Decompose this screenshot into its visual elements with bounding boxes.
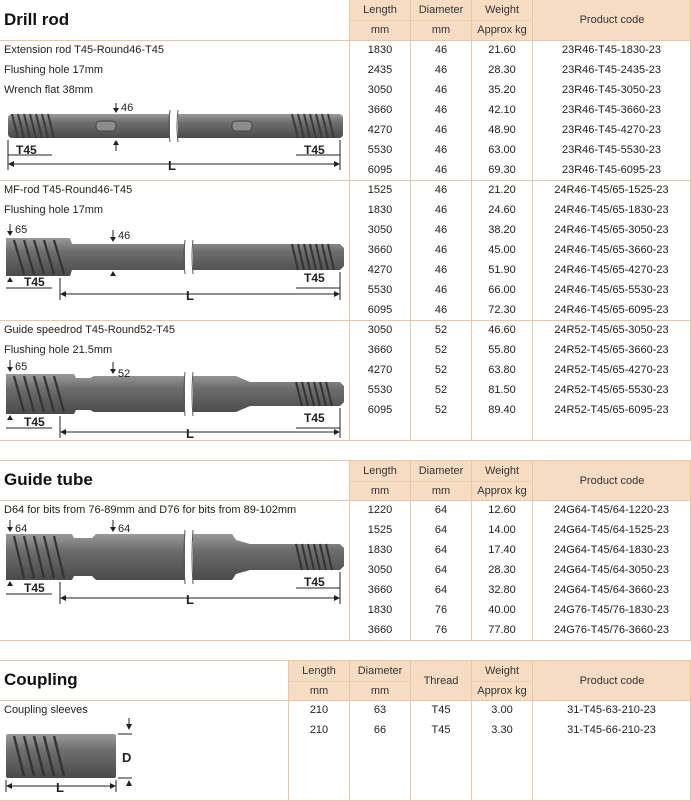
table-cell-diameter: 46 — [434, 104, 448, 116]
table-cell-diameter: 52 — [434, 344, 448, 356]
table-cell-diameter: 76 — [434, 604, 448, 616]
dim-head: 64 — [15, 523, 28, 535]
table-cell-weight: 89.40 — [488, 404, 516, 416]
table-cell-diameter: 46 — [434, 124, 448, 136]
table-cell-length: 3050 — [367, 324, 393, 336]
table-cell-diameter: 46 — [434, 264, 448, 276]
table-cell-code: 23R46-T45-1830-23 — [561, 44, 662, 56]
dim-head: 65 — [15, 224, 28, 236]
table-cell-weight: 55.80 — [488, 344, 516, 356]
table-cell-weight: 48.90 — [488, 124, 516, 136]
table-cell-length: 3050 — [367, 84, 393, 96]
table-cell-weight: 3.30 — [491, 724, 513, 736]
table-cell-code: 24G64-T45/64-1220-23 — [554, 504, 669, 516]
table-cell-length: 2435 — [367, 64, 393, 76]
table-cell-length: 3660 — [367, 624, 393, 636]
col-length: Length — [363, 465, 397, 477]
table-cell-code: 24R46-T45/65-1830-23 — [554, 204, 669, 216]
table-cell-diameter: 46 — [434, 304, 448, 316]
table-cell-code: 24R52-T45/65-5530-23 — [554, 384, 669, 396]
table-cell-code: 23R46-T45-4270-23 — [561, 124, 662, 136]
table-cell-length: 1525 — [367, 524, 393, 536]
rod-body — [6, 374, 344, 414]
table-cell-code: 24G76-T45/76-1830-23 — [554, 604, 669, 616]
section-title: Coupling — [4, 670, 78, 689]
dim-thread-left: T45 — [24, 415, 45, 429]
table-cell-length: 4270 — [367, 364, 393, 376]
table-cell-code: 23R46-T45-3050-23 — [561, 84, 662, 96]
table-cell-length: 1525 — [367, 184, 393, 196]
table-cell-code: 24R46-T45/65-1525-23 — [554, 184, 669, 196]
table-cell-diameter: 46 — [434, 224, 448, 236]
group-title: Extension rod T45-Round46-T45 — [4, 44, 165, 56]
table-cell-weight: 28.30 — [488, 564, 516, 576]
table-cell-diameter: 64 — [434, 504, 448, 516]
col-weight: Weight — [484, 4, 520, 16]
dim-length: L — [186, 426, 194, 440]
dim-thread-right: T45 — [304, 271, 325, 285]
table-cell-code: 24R52-T45/65-6095-23 — [554, 404, 669, 416]
dim-diameter: 52 — [118, 368, 131, 380]
table-cell-diameter: 46 — [434, 284, 448, 296]
dim-thread-right: T45 — [304, 143, 325, 157]
dim-length: L — [56, 780, 64, 795]
table-cell-length: 4270 — [367, 124, 393, 136]
table-cell-diameter: 52 — [434, 324, 448, 336]
table-cell-code: 24G64-T45/64-1525-23 — [554, 524, 669, 536]
dim-thread-left: T45 — [24, 275, 45, 289]
arrow-icon — [334, 161, 340, 167]
table-cell-weight: 17.40 — [488, 544, 516, 556]
table-cell-diameter: 46 — [434, 44, 448, 56]
table-cell-code: 24G64-T45/64-3050-23 — [554, 564, 669, 576]
table-cell-length: 210 — [309, 724, 329, 736]
col-weight-unit: Approx kg — [477, 685, 527, 697]
table-cell-length: 1830 — [367, 44, 393, 56]
table-cell-weight: 51.90 — [488, 264, 516, 276]
table-cell-weight: 14.00 — [488, 524, 516, 536]
table-cell-weight: 12.60 — [488, 504, 516, 516]
table-cell-length: 3660 — [367, 244, 393, 256]
arrow-icon — [110, 783, 116, 789]
table-cell-weight: 28.30 — [488, 64, 516, 76]
table-cell-diameter: 64 — [434, 524, 448, 536]
table-cell-weight: 38.20 — [488, 224, 516, 236]
table-cell-code: 24R46-T45/65-5530-23 — [554, 284, 669, 296]
col-product-code: Product code — [579, 14, 645, 26]
table-cell-code: 23R46-T45-6095-23 — [561, 164, 662, 176]
table-cell-code: 23R46-T45-5530-23 — [561, 144, 662, 156]
table-cell-weight: 77.80 — [488, 624, 516, 636]
col-diameter: Diameter — [357, 665, 403, 677]
table-cell-code: 24G64-T45/64-1830-23 — [554, 544, 669, 556]
table-cell-length: 3050 — [367, 224, 393, 236]
coupling-diagram — [0, 716, 160, 798]
table-cell-length: 1830 — [367, 544, 393, 556]
dim-thread-left: T45 — [16, 143, 37, 157]
table-cell-diameter: 52 — [434, 384, 448, 396]
table-cell-length: 4270 — [367, 264, 393, 276]
table-cell-length: 3660 — [367, 104, 393, 116]
arrow-icon — [110, 271, 116, 276]
col-diameter-unit: mm — [431, 485, 451, 497]
dim-thread-right: T45 — [304, 575, 325, 589]
rod-body — [6, 238, 344, 276]
table-cell-diameter: 64 — [434, 544, 448, 556]
group-note: Flushing hole 17mm — [4, 204, 104, 216]
table-cell-diameter: 46 — [434, 204, 448, 216]
table-cell-length: 6095 — [367, 304, 393, 316]
col-product-code: Product code — [579, 674, 645, 687]
col-length-unit: mm — [309, 685, 329, 697]
table-cell-thread: T45 — [431, 724, 451, 736]
table-cell-code: 24R46-T45/65-3050-23 — [554, 224, 669, 236]
table-cell-length: 3050 — [367, 564, 393, 576]
arrow-icon — [126, 780, 132, 786]
arrow-icon — [334, 291, 340, 297]
table-cell-length: 5530 — [367, 384, 393, 396]
table-cell-weight: 35.20 — [488, 84, 516, 96]
col-weight-unit: Approx kg — [477, 24, 527, 36]
table-cell-length: 6095 — [367, 404, 393, 416]
table-cell-thread: T45 — [431, 704, 451, 716]
table-cell-diameter: 46 — [434, 84, 448, 96]
wrench-flat — [232, 121, 252, 131]
table-cell-diameter: 46 — [434, 164, 448, 176]
mf-rod-diagram — [0, 220, 348, 316]
arrow-icon — [7, 581, 13, 586]
col-weight-unit: Approx kg — [477, 485, 527, 497]
col-length-unit: mm — [370, 24, 390, 36]
table-cell-length: 5530 — [367, 144, 393, 156]
table-cell-weight: 21.60 — [488, 44, 516, 56]
table-cell-weight: 32.80 — [488, 584, 516, 596]
arrow-icon — [7, 277, 13, 282]
table-cell-code: 23R46-T45-3660-23 — [561, 104, 662, 116]
arrow-icon — [113, 108, 119, 113]
table-cell-diameter: 46 — [434, 64, 448, 76]
table-cell-code: 24R46-T45/65-4270-23 — [554, 264, 669, 276]
extension-rod-diagram — [0, 98, 348, 178]
table-cell-code: 24G64-T45/64-3660-23 — [554, 584, 669, 596]
table-cell-code: 24R52-T45/65-3050-23 — [554, 324, 669, 336]
table-cell-code: 24R52-T45/65-3660-23 — [554, 344, 669, 356]
guide-speedrod-diagram — [0, 356, 348, 440]
table-cell-code: 24G76-T45/76-3660-23 — [554, 624, 669, 636]
table-cell-diameter: 46 — [434, 184, 448, 196]
table-cell-weight: 72.30 — [488, 304, 516, 316]
table-cell-length: 6095 — [367, 164, 393, 176]
group-title: Guide speedrod T45-Round52-T45 — [4, 324, 176, 336]
table-cell-weight: 40.00 — [488, 604, 516, 616]
dim-length: L — [168, 158, 176, 173]
col-weight: Weight — [484, 665, 520, 677]
table-cell-weight: 21.20 — [488, 184, 516, 196]
wrench-flat — [96, 121, 116, 131]
group-note: Flushing hole 17mm — [4, 64, 104, 76]
table-cell-code: 31-T45-66-210-23 — [567, 724, 656, 736]
col-product-code: Product code — [579, 474, 645, 487]
group-title: Coupling sleeves — [4, 704, 88, 716]
table-cell-weight: 63.00 — [488, 144, 516, 156]
dim-diameter: 46 — [121, 102, 134, 114]
table-cell-code: 24R52-T45/65-4270-23 — [554, 364, 669, 376]
table-cell-code: 23R46-T45-2435-23 — [561, 64, 662, 76]
table-cell-diameter: 63 — [373, 704, 387, 716]
table-cell-weight: 46.60 — [488, 324, 516, 336]
arrow-icon — [6, 783, 12, 789]
dim-length: L — [186, 592, 194, 607]
table-cell-diameter: 64 — [434, 564, 448, 576]
table-cell-code: 31-T45-63-210-23 — [567, 704, 656, 716]
table-cell-length: 1830 — [367, 204, 393, 216]
table-cell-length: 5530 — [367, 284, 393, 296]
col-length: Length — [363, 4, 397, 16]
table-cell-weight: 69.30 — [488, 164, 516, 176]
col-weight: Weight — [484, 465, 520, 477]
table-cell-weight: 24.60 — [488, 204, 516, 216]
table-cell-weight: 81.50 — [488, 384, 516, 396]
section-title: Guide tube — [4, 470, 93, 489]
group-note: D64 for bits from 76-89mm and D76 for bits from 89-102mm — [4, 504, 297, 516]
table-cell-length: 3660 — [367, 584, 393, 596]
arrow-icon — [60, 429, 66, 435]
table-cell-length: 1830 — [367, 604, 393, 616]
col-thread: Thread — [423, 674, 459, 687]
table-cell-diameter: 46 — [434, 144, 448, 156]
table-cell-length: 210 — [309, 704, 329, 716]
dim-diameter: D — [122, 750, 132, 765]
col-diameter: Diameter — [418, 465, 464, 477]
arrow-icon — [334, 429, 340, 435]
arrow-icon — [7, 415, 13, 420]
col-length: Length — [302, 665, 336, 677]
group-note: Wrench flat 38mm — [4, 84, 94, 96]
tube-body — [6, 534, 344, 580]
group-title: MF-rod T45-Round46-T45 — [4, 184, 133, 196]
table-cell-diameter: 64 — [434, 584, 448, 596]
guide-tube-diagram — [0, 518, 348, 638]
table-cell-diameter: 76 — [434, 624, 448, 636]
dim-length: L — [186, 288, 194, 303]
col-diameter-unit: mm — [370, 685, 390, 697]
arrow-icon — [60, 595, 66, 601]
arrow-icon — [60, 291, 66, 297]
table-cell-weight: 63.80 — [488, 364, 516, 376]
arrow-icon — [113, 140, 119, 145]
table-cell-diameter: 66 — [373, 724, 387, 736]
col-diameter: Diameter — [418, 4, 464, 16]
dim-thread-left: T45 — [24, 581, 45, 595]
table-cell-weight: 45.00 — [488, 244, 516, 256]
col-length-unit: mm — [370, 485, 390, 497]
table-cell-code: 24R46-T45/65-3660-23 — [554, 244, 669, 256]
section-title: Drill rod — [4, 10, 70, 29]
dim-diameter: 46 — [118, 230, 131, 242]
col-diameter-unit: mm — [431, 24, 451, 36]
table-cell-code: 24R46-T45/65-6095-23 — [554, 304, 669, 316]
dim-diameter: 64 — [118, 523, 131, 535]
table-cell-weight: 3.00 — [491, 704, 513, 716]
table-cell-weight: 42.10 — [488, 104, 516, 116]
group-note: Flushing hole 21.5mm — [4, 344, 113, 356]
table-cell-diameter: 52 — [434, 404, 448, 416]
table-cell-diameter: 52 — [434, 364, 448, 376]
table-cell-length: 3660 — [367, 344, 393, 356]
table-cell-length: 1220 — [367, 504, 393, 516]
table-cell-diameter: 46 — [434, 244, 448, 256]
arrow-icon — [334, 595, 340, 601]
dim-thread-right: T45 — [304, 411, 325, 425]
table-cell-weight: 66.00 — [488, 284, 516, 296]
arrow-icon — [8, 161, 14, 167]
dim-head: 65 — [15, 361, 28, 373]
